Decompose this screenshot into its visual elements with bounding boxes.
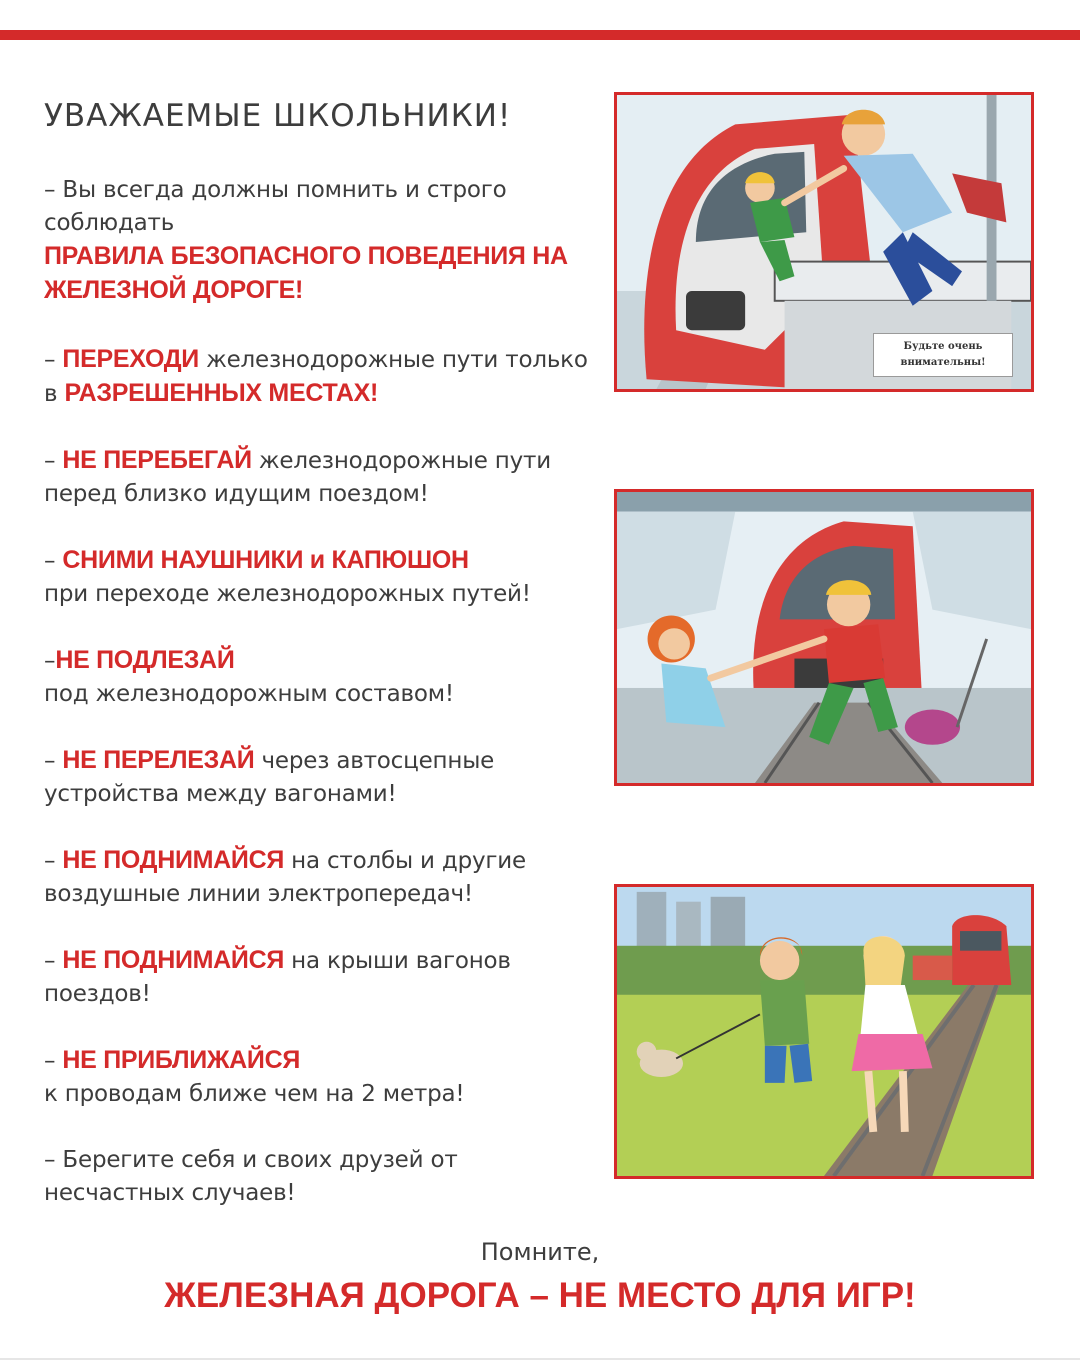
rule-text: – (44, 1048, 63, 1074)
illustration-tracks-drawing (617, 492, 1031, 783)
rule-text: – (44, 748, 63, 774)
rule-text: – (44, 548, 63, 574)
rule-text: при переходе железнодорожных путей! (44, 581, 531, 607)
rule-item (44, 1044, 600, 1111)
rule-highlight: НЕ ПРИБЛИЖАЙСЯ (62, 1046, 301, 1074)
rule-item (44, 444, 600, 511)
illustration-platform-danger (614, 92, 1034, 392)
rule-highlight: НЕ ПОДНИМАЙСЯ (62, 946, 284, 974)
rule-item (44, 644, 600, 711)
rule-highlight: НЕ ПЕРЕЛЕЗАЙ (62, 746, 255, 774)
rule-item (44, 174, 600, 308)
rule-highlight: НЕ ПОДНИМАЙСЯ (62, 846, 284, 874)
rule-item (44, 1144, 600, 1210)
rule-text: на крыши вагонов поездов! (44, 948, 511, 1007)
rules-column (44, 92, 600, 1210)
rule-text: через автосцепные устройства между вагонами! (44, 748, 495, 807)
rule-highlight: НЕ ПОДЛЕЗАЙ (55, 646, 235, 674)
rule-item (44, 544, 600, 611)
rule-item (44, 744, 600, 811)
rule-text: железнодорожные пути перед близко идущим поездом! (44, 448, 551, 507)
rule-text: – (44, 347, 63, 373)
illustration-walking-drawing (617, 887, 1031, 1176)
rule-highlight: СНИМИ НАУШНИКИ и КАПЮШОН (62, 546, 469, 574)
rule-text: к проводам ближе чем на 2 метра! (44, 1081, 465, 1107)
rule-item (44, 343, 600, 411)
rule-text: – (44, 648, 56, 674)
footer-remember: Помните, (480, 1238, 600, 1266)
rule-item (44, 844, 600, 911)
rule-text: – (44, 848, 63, 874)
rule-text: под железнодорожным составом! (44, 681, 454, 707)
footer-slogan: ЖЕЛЕЗНАЯ ДОРОГА – НЕ МЕСТО ДЛЯ ИГР! (164, 1276, 916, 1315)
page-title: УВАЖАЕМЫЕ ШКОЛЬНИКИ! (44, 98, 512, 134)
illustration-walking-tracks (614, 884, 1034, 1179)
caption-be-careful: Будьте очень внимательны! (873, 333, 1013, 377)
bottom-divider (0, 1358, 1080, 1360)
rule-highlight: ПЕРЕХОДИ (62, 345, 199, 373)
rule-highlight: НЕ ПЕРЕБЕГАЙ (62, 446, 252, 474)
rule-text: – (44, 448, 63, 474)
rule-text: – Вы всегда должны помнить и строго соблюдать (44, 177, 507, 236)
illustration-tracks-crossing (614, 489, 1034, 786)
rule-text: железнодорожные пути только в (44, 347, 588, 407)
rule-text: – Берегите себя и своих друзей от несчастных случаев! (44, 1147, 458, 1206)
rule-highlight: РАЗРЕШЕННЫХ МЕСТАХ! (64, 379, 378, 407)
top-red-stripe (0, 30, 1080, 40)
rule-text: – (44, 948, 63, 974)
rule-item (44, 944, 600, 1011)
rule-text: на столбы и другие воздушные линии электропередач! (44, 848, 526, 907)
rule-highlight: ПРАВИЛА БЕЗОПАСНОГО ПОВЕДЕНИЯ НА ЖЕЛЕЗНОЙ ДОРОГЕ! (44, 242, 568, 304)
